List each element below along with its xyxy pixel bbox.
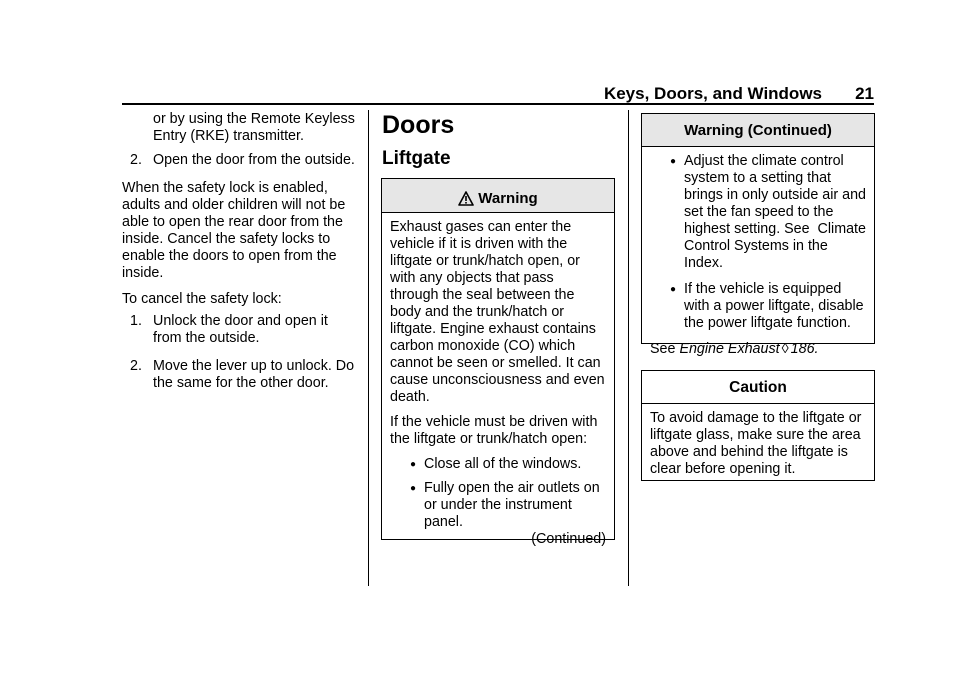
bullet-item <box>650 281 866 332</box>
step-text: Open the door from the outside. <box>153 152 355 168</box>
bullet-text: If the vehicle is equipped with a power liftgate, disable the power liftgate function. <box>684 281 864 331</box>
caution-header: Caution <box>642 371 874 404</box>
warning-header: Warning (Continued) <box>642 114 874 147</box>
step-item <box>122 358 358 392</box>
see-reference <box>650 341 866 358</box>
warning-body <box>642 147 874 364</box>
page-header <box>122 84 874 104</box>
column-divider-1 <box>368 110 369 586</box>
bullet-text: Adjust the climate control system to a setting that brings in only outside air and set the fan speed to the highest setting. See Climate Control Systems in the Index. <box>684 153 866 271</box>
warning-header-label: Warning <box>478 190 538 207</box>
section-title: Doors <box>382 111 455 139</box>
xref-link[interactable]: Engine Exhaust <box>679 341 780 357</box>
step-text: Move the lever up to unlock. Do the same for the other door. <box>153 358 355 391</box>
warning-triangle-icon <box>458 182 474 222</box>
step-continuation: or by using the Remote Keyless Entry (RKE) transmitter. <box>153 111 355 144</box>
bullet-icon: ● <box>409 483 416 494</box>
column-left <box>122 111 358 399</box>
step-number: 1. <box>130 313 142 329</box>
bullet-text: Fully open the air outlets on or under the instrument panel. <box>424 480 600 530</box>
bullet-item <box>390 480 606 531</box>
caution-body: To avoid damage to the liftgate or liftgate glass, make sure the area above and behind the liftgate is clear before opening it. <box>650 410 862 477</box>
header-title: Keys, Doors, and Windows <box>603 84 822 103</box>
warning-box <box>381 178 615 547</box>
paragraph: To cancel the safety lock: <box>122 291 282 307</box>
bullet-icon: ● <box>669 156 676 167</box>
step-item <box>122 313 358 347</box>
column-divider-2 <box>628 110 629 586</box>
page-reference-icon: ◊ <box>781 341 789 357</box>
step-number: 2. <box>130 358 142 374</box>
warning-paragraph: If the vehicle must be driven with the liftgate or trunk/hatch open: <box>390 414 598 447</box>
bullet-icon: ● <box>409 459 416 470</box>
warning-paragraph: Exhaust gases can enter the vehicle if it is driven with the liftgate or trunk/hatch open, or with any objects that pass through the seal between the body and the trunk/hatch or liftgate. Engine exhaust contains carbon monoxide (CO) which cannot be seen or smelled. It can cause unconsciousness and even death. <box>390 219 605 405</box>
subsection-title: Liftgate <box>382 148 451 169</box>
see-prefix: See <box>650 341 676 357</box>
xref-page[interactable]: 186. <box>790 341 819 357</box>
warning-body <box>382 213 614 554</box>
bullet-item <box>390 456 606 473</box>
step-number: 2. <box>130 152 142 168</box>
warning-header <box>382 179 614 213</box>
header-rule <box>122 103 874 105</box>
page-number: 21 <box>855 84 874 103</box>
caution-box <box>641 370 875 481</box>
warning-continued-box <box>641 113 875 357</box>
continued-label: (Continued) <box>531 531 606 547</box>
bullet-icon: ● <box>669 284 676 295</box>
bullet-text: Close all of the windows. <box>424 456 582 472</box>
step-item <box>122 152 358 169</box>
bullet-item <box>650 153 866 272</box>
paragraph: When the safety lock is enabled, adults and older children will not be able to open the rear door from the inside. Cancel the safety locks to enable the doors to open from the inside. <box>122 180 346 281</box>
step-text: Unlock the door and open it from the outside. <box>153 313 328 346</box>
